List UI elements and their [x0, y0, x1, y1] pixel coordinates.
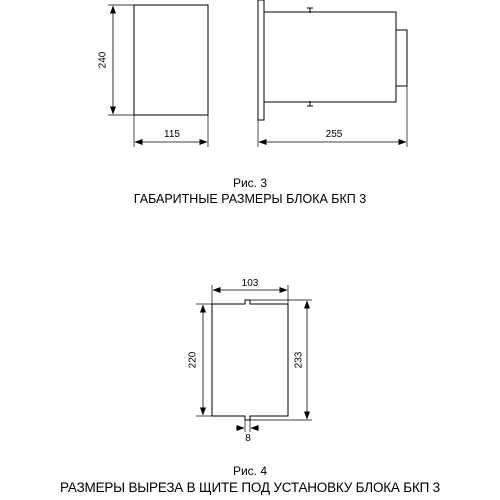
side-view-flange — [258, 0, 264, 120]
figure-3-caption-number: Рис. 3 — [232, 176, 268, 190]
side-depth-label: 255 — [325, 129, 343, 140]
side-view-rear-part — [396, 30, 407, 86]
front-view-outline — [134, 5, 208, 115]
side-view-body — [264, 12, 396, 102]
cutout-width-label: 103 — [241, 278, 259, 289]
cutout-inner-height-label: 220 — [187, 351, 199, 369]
front-width-label: 115 — [164, 129, 180, 140]
notch-width-label: 8 — [245, 433, 251, 444]
cutout-outline — [212, 300, 288, 420]
figure-3-caption-title: ГАБАРИТНЫЕ РАЗМЕРЫ БЛОКА БКП 3 — [133, 192, 367, 206]
front-height-label: 240 — [97, 51, 109, 69]
figure-4-caption-title: РАЗМЕРЫ ВЫРЕЗА В ЩИТЕ ПОД УСТАНОВКУ БЛОКА БКП 3 — [60, 480, 440, 495]
cutout-outer-height-label: 233 — [293, 351, 305, 369]
figure-3-drawing — [108, 0, 407, 147]
figure-4-caption-number: Рис. 4 — [232, 464, 268, 478]
